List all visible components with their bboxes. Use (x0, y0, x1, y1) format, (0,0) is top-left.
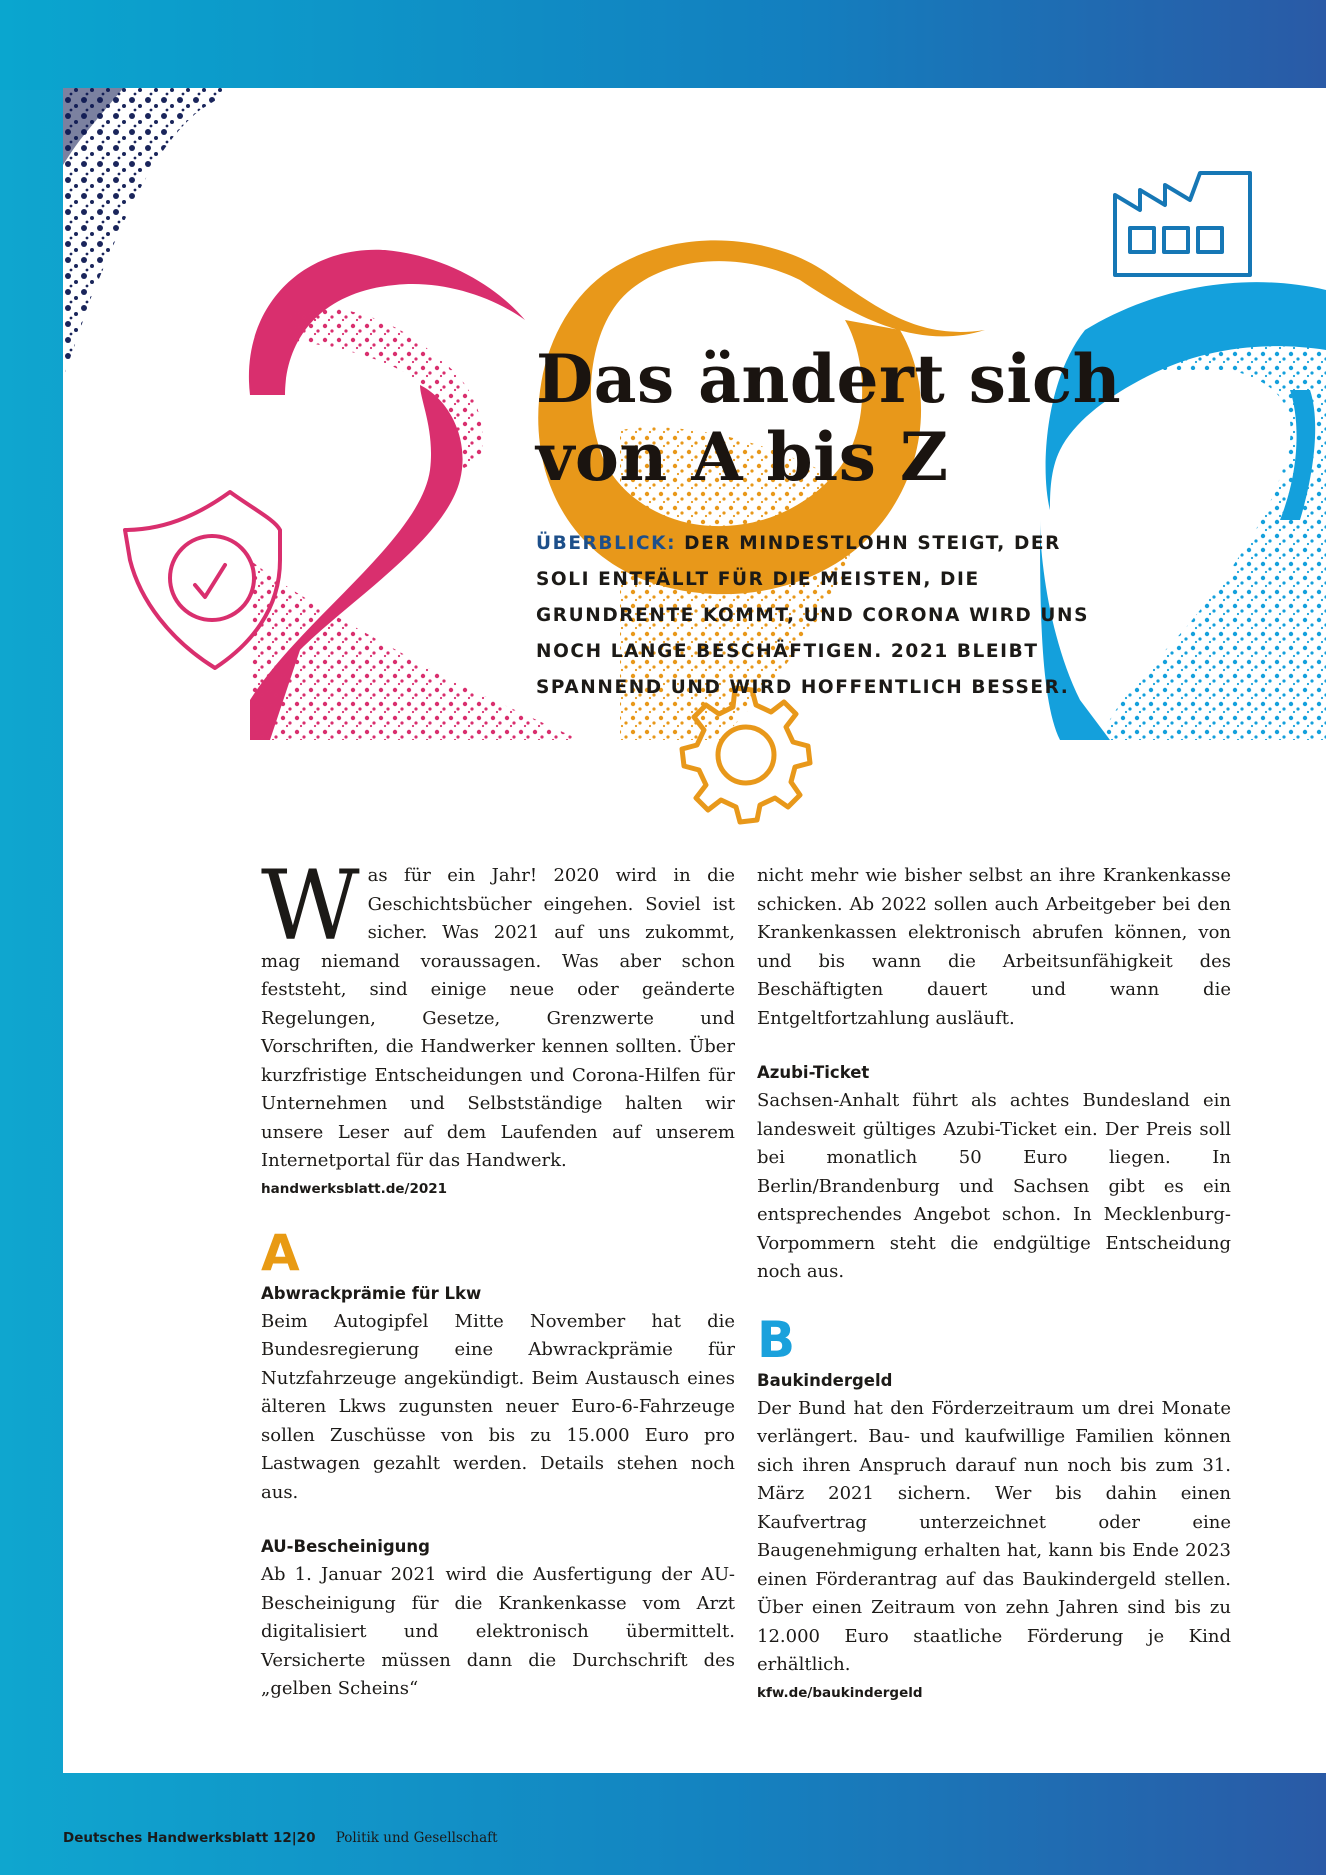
footer-magazine: Deutsches Handwerksblatt 12|20 (63, 1830, 316, 1846)
column-right (757, 862, 1231, 1704)
section-letter-b: B (757, 1310, 796, 1369)
title-line-2: von A bis Z (536, 418, 949, 496)
baukindergeld-weblink[interactable]: kfw.de/baukindergeld (757, 1684, 923, 1701)
article-page (63, 88, 1326, 1773)
column-left (261, 850, 735, 1704)
intro-paragraph (261, 850, 735, 1176)
page-footer (63, 1830, 963, 1854)
dropcap: W (261, 850, 360, 962)
entry-text-continued: nicht mehr wie bisher selbst an ihre Krankenkasse schicken. Ab 2022 sollen auch Arbeitgeber bei den Krankenkassen elektronisch abrufen können, von und bis wann die Arbeitsunfähigkeit des Beschäftigten dauert und wann die Entgeltfortzahlung ausläuft. (757, 865, 1231, 1029)
intro-text: as für ein Jahr! 2020 wird in die Geschichtsbücher eingehen. Soviel ist sicher. Was 2021 auf uns zukommt, mag niemand voraussagen. Was aber schon feststeht, sind einige neue oder geänderte Regelungen, Gesetze, Grenzwerte und Vorschriften, die Handwerker kennen sollten. Über kurzfristige Entscheidungen und Corona-Hilfen für Unternehmen und Selbstständige halten wir unsere Leser auf dem Laufenden auf unserem Internetportal für das Handwerk. (261, 865, 735, 1171)
lead-text: DER MINDESTLOHN STEIGT, DER SOLI ENTFÄLLT FÜR DIE MEISTEN, DIE GRUNDRENTE KOMMT, UND CORONA WIRD UNS NOCH LANGE BESCHÄFTIGEN. 2021 BLEIBT SPANNEND UND WIRD HOFFENTLICH BESSER. (536, 533, 1090, 698)
entry-text: Ab 1. Januar 2021 wird die Ausfertigung der AU-Bescheinigung für die Krankenkasse vom Arzt digitalisiert und elektronisch übermittelt. Versicherte müssen dann die Durchschrift des „gelben Scheins“ (261, 1564, 735, 1699)
entry-heading: Baukindergeld (757, 1370, 893, 1390)
entry-heading: Abwrackprämie für Lkw (261, 1283, 482, 1303)
entry-text: Sachsen-Anhalt führt als achtes Bundesland ein landesweit gültiges Azubi-Ticket ein. Der Preis soll bei monatlich 50 Euro liegen. In Berlin/Brandenburg und Sachsen gibt es ein entsprechendes Angebot schon. In Mecklenburg-Vorpommern steht die endgültige Entscheidung noch aus. (757, 1090, 1231, 1282)
entry-text: Beim Autogipfel Mitte November hat die Bundesregierung eine Abwrackprämie für Nutzfahrzeuge angekündigt. Beim Austausch eines älteren Lkws zugunsten neuer Euro-6-Fahrzeuge sollen Zuschüsse von bis zu 15.000 Euro pro Lastwagen gezahlt werden. Details stehen noch aus. (261, 1310, 735, 1503)
footer-section: Politik und Gesellschaft (335, 1830, 498, 1846)
article-lead (536, 526, 1096, 706)
title-line-1: Das ändert sich (536, 340, 1122, 418)
lead-kicker: ÜBERBLICK: (536, 533, 677, 554)
intro-weblink[interactable]: handwerksblatt.de/2021 (261, 1180, 448, 1197)
entry-heading: AU-Bescheinigung (261, 1537, 430, 1556)
entry-heading: Azubi-Ticket (757, 1063, 870, 1082)
article-title (536, 340, 1236, 496)
top-frame-band (0, 0, 1326, 90)
section-letter-a: A (261, 1223, 300, 1282)
entry-text: Der Bund hat den Förderzeitraum um drei Monate verlängert. Bau- und kaufwillige Familien können sich ihren Anspruch darauf nun noch bis zum 31. März 2021 sichern. Wer bis dahin einen Kaufvertrag unterzeichnet oder eine Baugenehmigung erhalten hat, kann bis Ende 2023 einen Förderantrag auf das Baukindergeld stellen. Über einen Zeitraum von zehn Jahren sind bis zu 12.000 Euro staatliche Förderung je Kind erhältlich. (757, 1397, 1231, 1675)
